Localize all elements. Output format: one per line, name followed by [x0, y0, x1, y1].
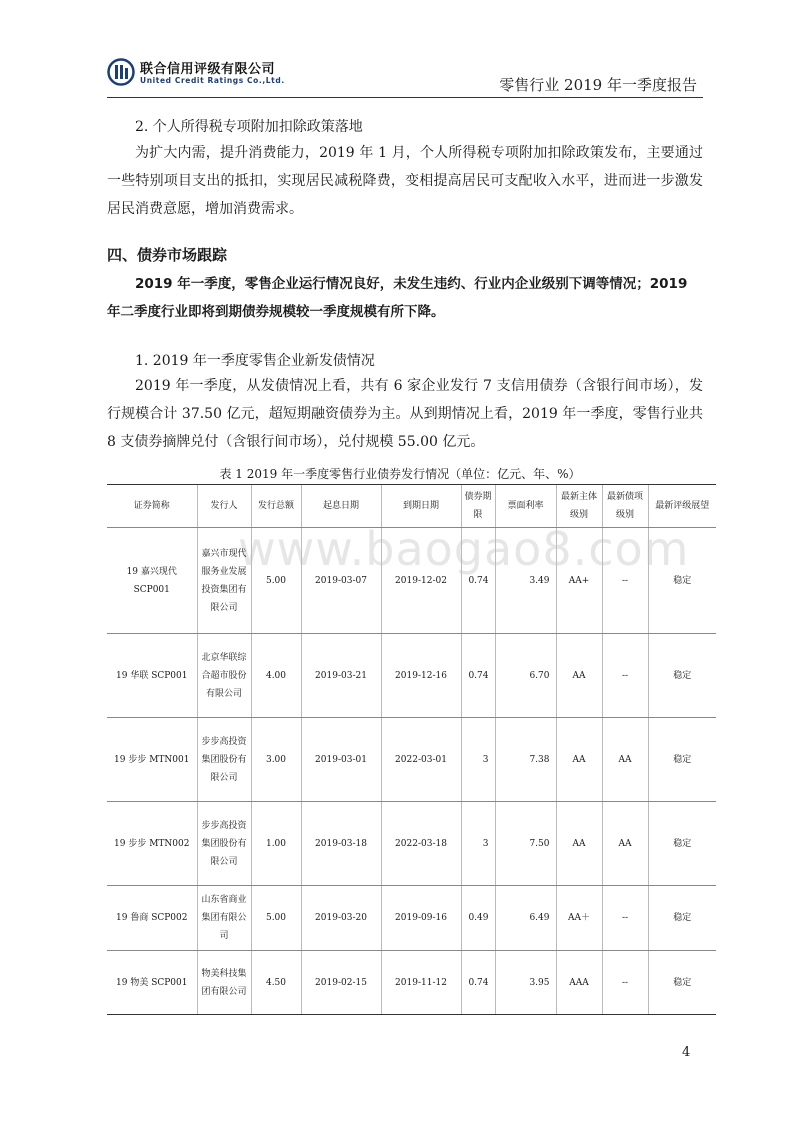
header-cell: 债券期限: [461, 485, 495, 528]
term-cell: 0.74: [461, 634, 495, 718]
report-title: 零售行业 2019 年一季度报告: [499, 76, 697, 94]
issuer-cell: 物美科技集团有限公司: [197, 951, 251, 1015]
outlook-cell: 稳定: [648, 951, 716, 1015]
table-row: [107, 886, 716, 951]
maturity-date-cell: 2019-09-16: [381, 886, 461, 951]
amount-cell: 5.00: [251, 528, 301, 634]
term-cell: 0.74: [461, 528, 495, 634]
table-row: [107, 634, 716, 718]
amount-cell: 4.00: [251, 634, 301, 718]
maturity-date-cell: 2019-12-16: [381, 634, 461, 718]
coupon-cell: 3.49: [495, 528, 556, 634]
table-header-row: [107, 485, 716, 528]
watermark: www.baogao8.com: [238, 522, 690, 576]
maturity-date-cell: 2019-11-12: [381, 951, 461, 1015]
start-date-cell: 2019-03-01: [301, 718, 381, 802]
bond-rating-cell: --: [602, 528, 648, 634]
term-cell: 3: [461, 802, 495, 886]
table-row: [107, 718, 716, 802]
bond-name-cell: 19 步步 MTN001: [107, 718, 197, 802]
header-cell: 起息日期: [301, 485, 381, 528]
header-cell: 发行总额: [251, 485, 301, 528]
coupon-cell: 3.95: [495, 951, 556, 1015]
start-date-cell: 2019-03-18: [301, 802, 381, 886]
company-name-cn: 联合信用评级有限公司: [140, 62, 276, 77]
amount-cell: 5.00: [251, 886, 301, 951]
header-divider: [107, 97, 703, 98]
bond-name-cell: 19 嘉兴现代 SCP001: [107, 528, 197, 634]
header-cell: 发行人: [197, 485, 251, 528]
bond-rating-cell: --: [602, 886, 648, 951]
start-date-cell: 2019-03-21: [301, 634, 381, 718]
new-issuance-paragraph: 2019 年一季度，从发债情况上看，共有 6 家企业发行 7 支信用债券（含银行间市场），发行规模合计 37.50 亿元，超短期融资债券为主。从到期情况上看，2019 年一季度，零售行业共 8 支债券摘牌兑付（含银行间市场），兑付规模 55.00 亿元。: [107, 378, 703, 450]
bond-name-cell: 19 步步 MTN002: [107, 802, 197, 886]
header-cell: 最新主体级别: [556, 485, 602, 528]
issuer-rating-cell: AA: [556, 634, 602, 718]
coupon-cell: 7.50: [495, 802, 556, 886]
page-number: 4: [682, 1045, 691, 1060]
issuer-rating-cell: AA＋: [556, 886, 602, 951]
bond-issuance-table: [107, 484, 716, 1015]
bond-name-cell: 19 物美 SCP001: [107, 951, 197, 1015]
new-issuance-heading: 1. 2019 年一季度零售企业新发债情况: [135, 353, 375, 369]
tax-policy-heading: 2. 个人所得税专项附加扣除政策落地: [135, 119, 363, 135]
start-date-cell: 2019-02-15: [301, 951, 381, 1015]
table-row: [107, 528, 716, 634]
issuer-cell: 步步高投资集团股份有限公司: [197, 718, 251, 802]
amount-cell: 3.00: [251, 718, 301, 802]
issuer-cell: 步步高投资集团股份有限公司: [197, 802, 251, 886]
outlook-cell: 稳定: [648, 528, 716, 634]
bond-rating-cell: --: [602, 634, 648, 718]
table-row: [107, 951, 716, 1015]
bond-rating-cell: AA: [602, 802, 648, 886]
term-cell: 0.49: [461, 886, 495, 951]
bond-rating-cell: AA: [602, 718, 648, 802]
table-caption: 表 1 2019 年一季度零售行业债券发行情况（单位：亿元、年、%）: [219, 467, 581, 481]
header-cell: 到期日期: [381, 485, 461, 528]
issuer-rating-cell: AA: [556, 718, 602, 802]
coupon-cell: 6.49: [495, 886, 556, 951]
issuer-cell: 北京华联综合超市股份有限公司: [197, 634, 251, 718]
table-row: [107, 802, 716, 886]
bond-rating-cell: --: [602, 951, 648, 1015]
outlook-cell: 稳定: [648, 634, 716, 718]
header-cell: 最新评级展望: [648, 485, 716, 528]
term-cell: 0.74: [461, 951, 495, 1015]
header-cell: 票面利率: [495, 485, 556, 528]
outlook-cell: 稳定: [648, 886, 716, 951]
maturity-date-cell: 2019-12-02: [381, 528, 461, 634]
issuer-cell: 山东省商业集团有限公司: [197, 886, 251, 951]
start-date-cell: 2019-03-20: [301, 886, 381, 951]
start-date-cell: 2019-03-07: [301, 528, 381, 634]
outlook-cell: 稳定: [648, 802, 716, 886]
issuer-rating-cell: AA+: [556, 528, 602, 634]
issuer-cell: 嘉兴市现代服务业发展投资集团有限公司: [197, 528, 251, 634]
bond-section-heading: 四、债券市场跟踪: [107, 246, 228, 264]
amount-cell: 1.00: [251, 802, 301, 886]
page-header: [107, 52, 703, 98]
amount-cell: 4.50: [251, 951, 301, 1015]
bond-summary-paragraph: 2019 年一季度，零售企业运行情况良好，未发生违约、行业内企业级别下调等情况；2019 年二季度行业即将到期债券规模较一季度规模有所下降。: [107, 276, 688, 320]
maturity-date-cell: 2022-03-18: [381, 802, 461, 886]
issuer-rating-cell: AA: [556, 802, 602, 886]
bond-name-cell: 19 华联 SCP001: [107, 634, 197, 718]
issuer-rating-cell: AAA: [556, 951, 602, 1015]
outlook-cell: 稳定: [648, 718, 716, 802]
company-name-en: United Credit Ratings Co.,Ltd.: [140, 76, 285, 85]
coupon-cell: 7.38: [495, 718, 556, 802]
header-cell: 证券简称: [107, 485, 197, 528]
company-logo-icon: [107, 58, 135, 86]
bond-name-cell: 19 鲁商 SCP002: [107, 886, 197, 951]
tax-policy-paragraph: 为扩大内需，提升消费能力，2019 年 1 月，个人所得税专项附加扣除政策发布，主要通过一些特别项目支出的抵扣，实现居民减税降费，变相提高居民可支配收入水平，进而进一步激发居民消费意愿，增加消费需求。: [107, 145, 703, 217]
maturity-date-cell: 2022-03-01: [381, 718, 461, 802]
term-cell: 3: [461, 718, 495, 802]
header-cell: 最新债项级别: [602, 485, 648, 528]
coupon-cell: 6.70: [495, 634, 556, 718]
